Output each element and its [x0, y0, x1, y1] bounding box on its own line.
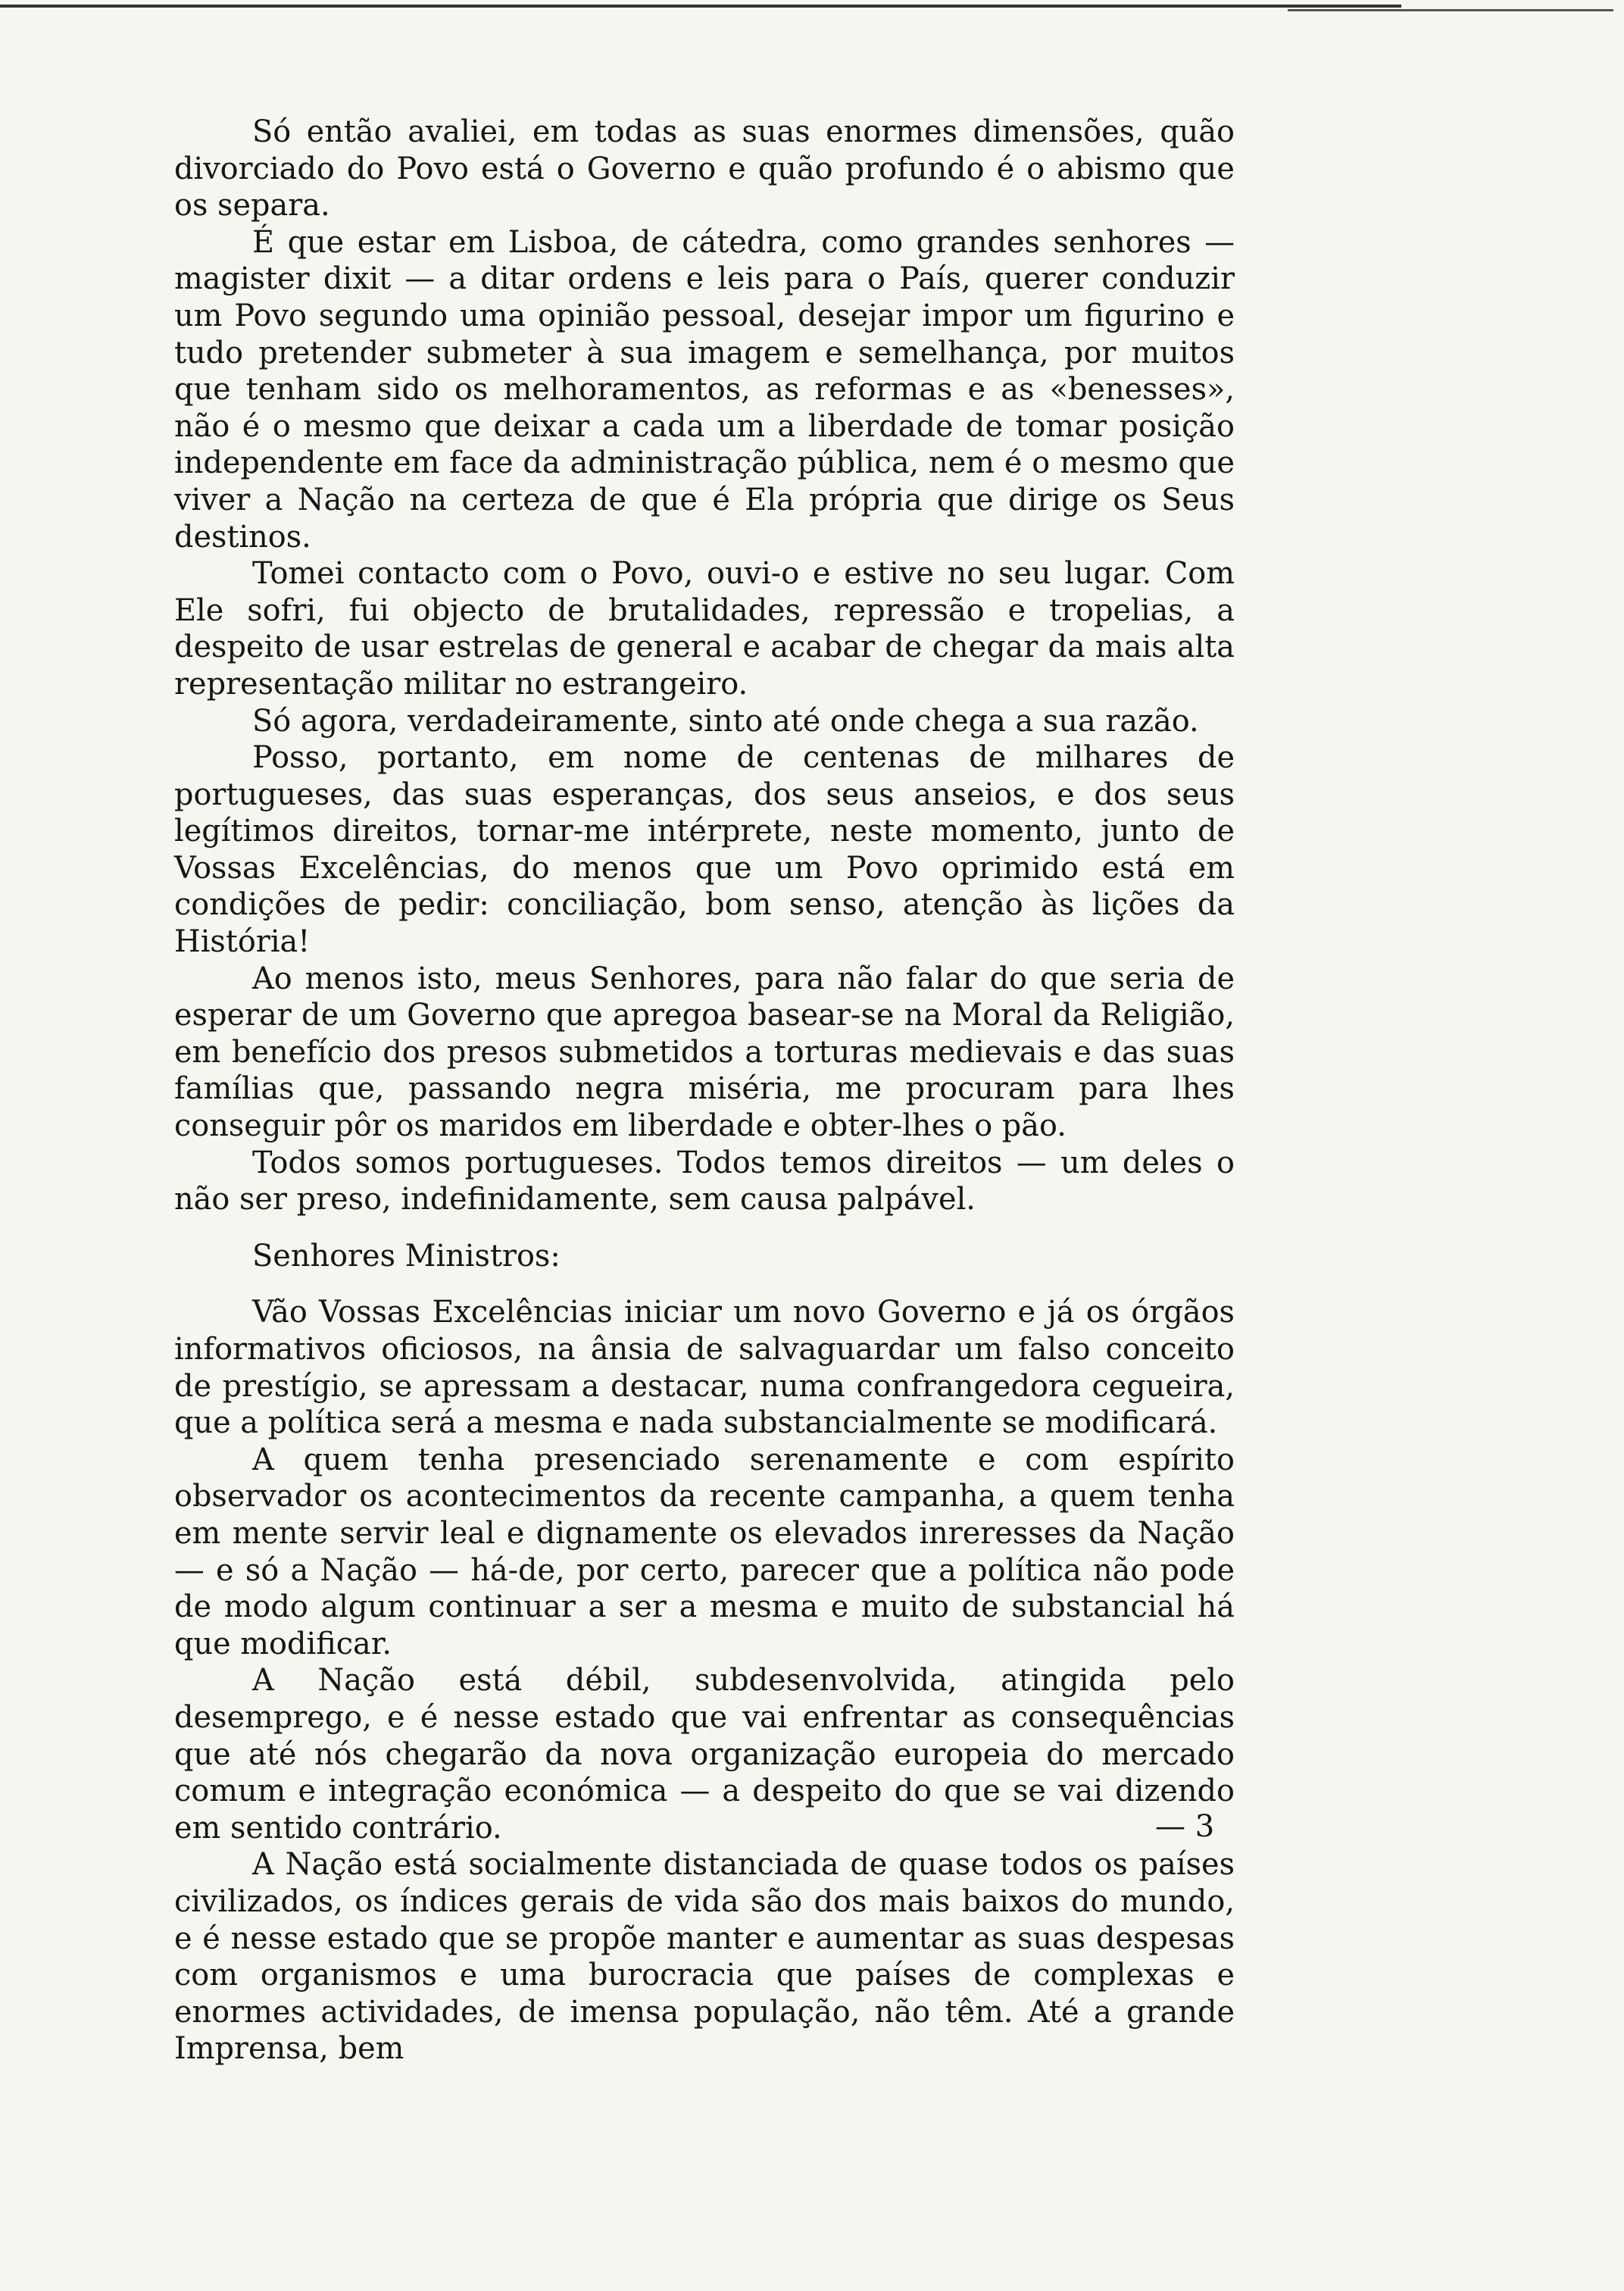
paragraph-6: Ao menos isto, meus Senhores, para não falar do que seria de esperar de um Governo que apregoa basear-se na Moral da Religião, em benefício dos presos submetidos a torturas medievais e das suas famílias que, passando negra miséria, me procuram para lhes conseguir pôr os maridos em liberdade e obter-lhes o pão.: [174, 961, 1235, 1144]
paragraph-11: A Nação está socialmente distanciada de quase todos os países civilizados, os índices gerais de vida são dos mais baixos do mundo, e é nesse estado que se propõe manter e aumentar as suas despesas com organismos e uma burocracia que países de complexas e enormes actividades, de imensa população, não têm. Até a grande Imprensa, bem: [174, 1847, 1235, 2067]
salutation: Senhores Ministros:: [252, 1238, 561, 1274]
document-body: [174, 114, 1235, 2068]
top-border-rule-secondary: [1288, 9, 1613, 11]
paragraph-4: Só agora, verdadeiramente, sinto até onde chega a sua razão.: [252, 703, 1199, 739]
top-border-rule: [0, 5, 1401, 8]
paragraph-8: Vão Vossas Excelências iniciar um novo Governo e já os órgãos informativos oficiosos, na ânsia de salvaguardar um falso conceito de prestígio, se apressam a destacar, numa confrangedora cegueira, que a política será a mesma e nada substancialmente se modificará.: [174, 1295, 1235, 1441]
paragraph-9: A quem tenha presenciado serenamente e com espírito observador os acontecimentos da recente campanha, a quem tenha em mente servir leal e dignamente os elevados inreresses da Nação — e só a Nação — há-de, por certo, parecer que a política não pode de modo algum continuar a ser a mesma e muito de substancial há que modificar.: [174, 1442, 1235, 1661]
paragraph-10: A Nação está débil, subdesenvolvida, atingida pelo desemprego, e é nesse estado que vai enfrentar as consequências que até nós chegarão da nova organização europeia do mercado comum e integração económica — a despeito do que se vai dizendo em sentido contrário.: [174, 1663, 1235, 1846]
paragraph-3: Tomei contacto com o Povo, ouvi-o e estive no seu lugar. Com Ele sofri, fui objecto de brutalidades, repressão e tropelias, a despeito de usar estrelas de general e acabar de chegar da mais alta representação militar no estrangeiro.: [174, 556, 1235, 702]
page-number: — 3: [1155, 1809, 1215, 1844]
paragraph-2: É que estar em Lisboa, de cátedra, como grandes senhores — magister dixit — a ditar ordens e leis para o País, querer conduzir um Povo segundo uma opinião pessoal, desejar impor um figurino e tudo pretender submeter à sua imagem e semelhança, por muitos que tenham sido os melhoramentos, as reformas e as «benesses», não é o mesmo que deixar a cada um a liberdade de tomar posição independente em face da administração pública, nem é o mesmo que viver a Nação na certeza de que é Ela própria que dirige os Seus destinos.: [174, 224, 1235, 555]
paragraph-1: Só então avaliei, em todas as suas enormes dimensões, quão divorciado do Povo está o Governo e quão profundo é o abismo que os separa.: [174, 114, 1235, 223]
paragraph-7: Todos somos portugueses. Todos temos direitos — um deles o não ser preso, indefinidamente, sem causa palpável.: [174, 1145, 1235, 1217]
paragraph-5: Posso, portanto, em nome de centenas de milhares de portugueses, das suas esperanças, dos seus anseios, e dos seus legítimos direitos, tornar-me intérprete, neste momento, junto de Vossas Excelências, do menos que um Povo oprimido está em condições de pedir: conciliação, bom senso, atenção às lições da História!: [174, 740, 1235, 960]
